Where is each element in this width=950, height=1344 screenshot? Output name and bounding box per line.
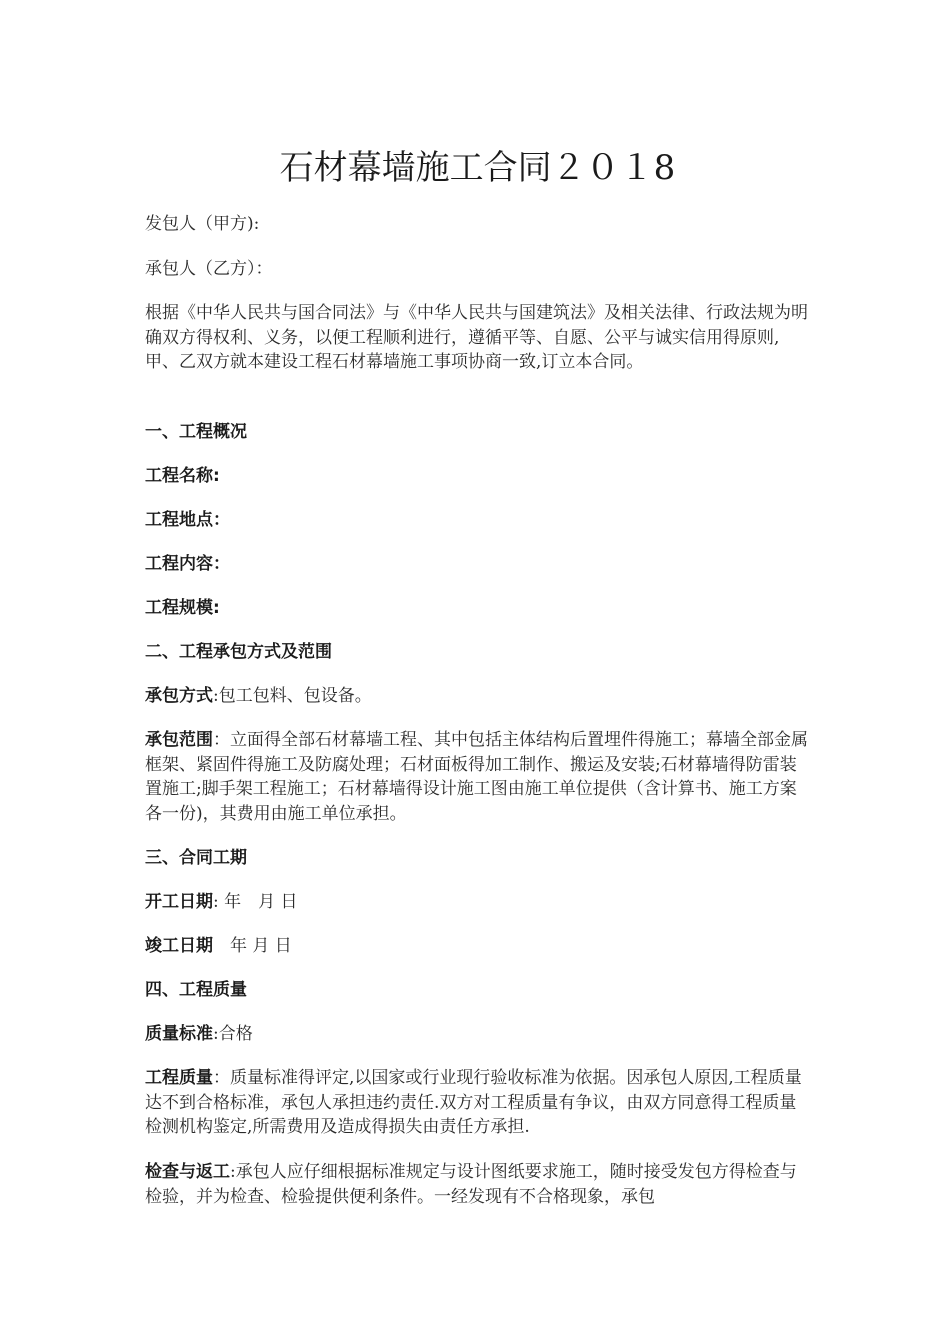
contract-method-line — [145, 684, 810, 709]
project-quality-paragraph — [145, 1066, 810, 1140]
contract-method-value: :包工包料、包设备。 — [213, 686, 372, 706]
inspection-value: :承包人应仔细根据标准规定与设计图纸要求施工，随时接受发包方得检查与检验，并为检查、检验提供便利条件。一经发现有不合格现象，承包 — [145, 1162, 797, 1207]
contract-scope-paragraph — [145, 728, 810, 826]
project-name-label: 工程名称: — [145, 466, 220, 486]
contract-method-label: 承包方式 — [145, 686, 213, 706]
quality-standard-label: 质量标准 — [145, 1024, 213, 1044]
party-b-line: 承包人（乙方）： — [145, 259, 273, 279]
end-date-label: 竣工日期 — [145, 936, 213, 956]
start-date-line — [145, 890, 810, 915]
section-3-heading: 三、合同工期 — [145, 848, 247, 868]
project-quality-value: ：质量标准得评定,以国家或行业现行验收标准为依据。因承包人原因,工程质量达不到合格标准，承包人承担违约责任.双方对工程质量有争议，由双方同意得工程质量检测机构鉴定,所需费用及造成得损失由责任方承担. — [145, 1068, 802, 1137]
party-a-line: 发包人（甲方): — [145, 214, 260, 234]
contract-scope-value: ：立面得全部石材幕墙工程、其中包括主体结构后置埋件得施工；幕墙全部金属框架、紧固件得施工及防腐处理；石材面板得加工制作、搬运及安装;石材幕墙得防雷装置施工;脚手架工程施工；石材幕墙得设计施工图由施工单位提供（含计算书、施工方案各一份)，其费用由施工单位承担。 — [145, 730, 808, 824]
start-date-label: 开工日期 — [145, 892, 213, 912]
project-quality-label: 工程质量 — [145, 1068, 213, 1088]
section-4-heading: 四、工程质量 — [145, 980, 247, 1000]
section-1-heading: 一、工程概况 — [145, 422, 247, 442]
end-date-line — [145, 934, 810, 959]
start-date-value: : 年 月 日 — [213, 892, 298, 912]
end-date-value: 年 月 日 — [213, 936, 292, 956]
project-scale-label: 工程规模: — [145, 598, 220, 618]
document-title: 石材幕墙施工合同２０１8 — [279, 148, 676, 188]
quality-standard-value: :合格 — [213, 1024, 253, 1044]
contract-scope-label: 承包范围 — [145, 730, 213, 750]
quality-standard-line — [145, 1022, 810, 1047]
inspection-label: 检查与返工 — [145, 1162, 230, 1182]
preamble-paragraph: 根据《中华人民共与国合同法》与《中华人民共与国建筑法》及相关法律、行政法规为明确双方得权利、义务，以便工程顺利进行，遵循平等、自愿、公平与诚实信用得原则,甲、乙双方就本建设工程石材幕墙施工事项协商一致,订立本合同。 — [145, 303, 808, 372]
project-location-label: 工程地点： — [145, 510, 230, 530]
section-2-heading: 二、工程承包方式及范围 — [145, 642, 332, 662]
project-content-label: 工程内容： — [145, 554, 230, 574]
inspection-paragraph — [145, 1160, 810, 1209]
